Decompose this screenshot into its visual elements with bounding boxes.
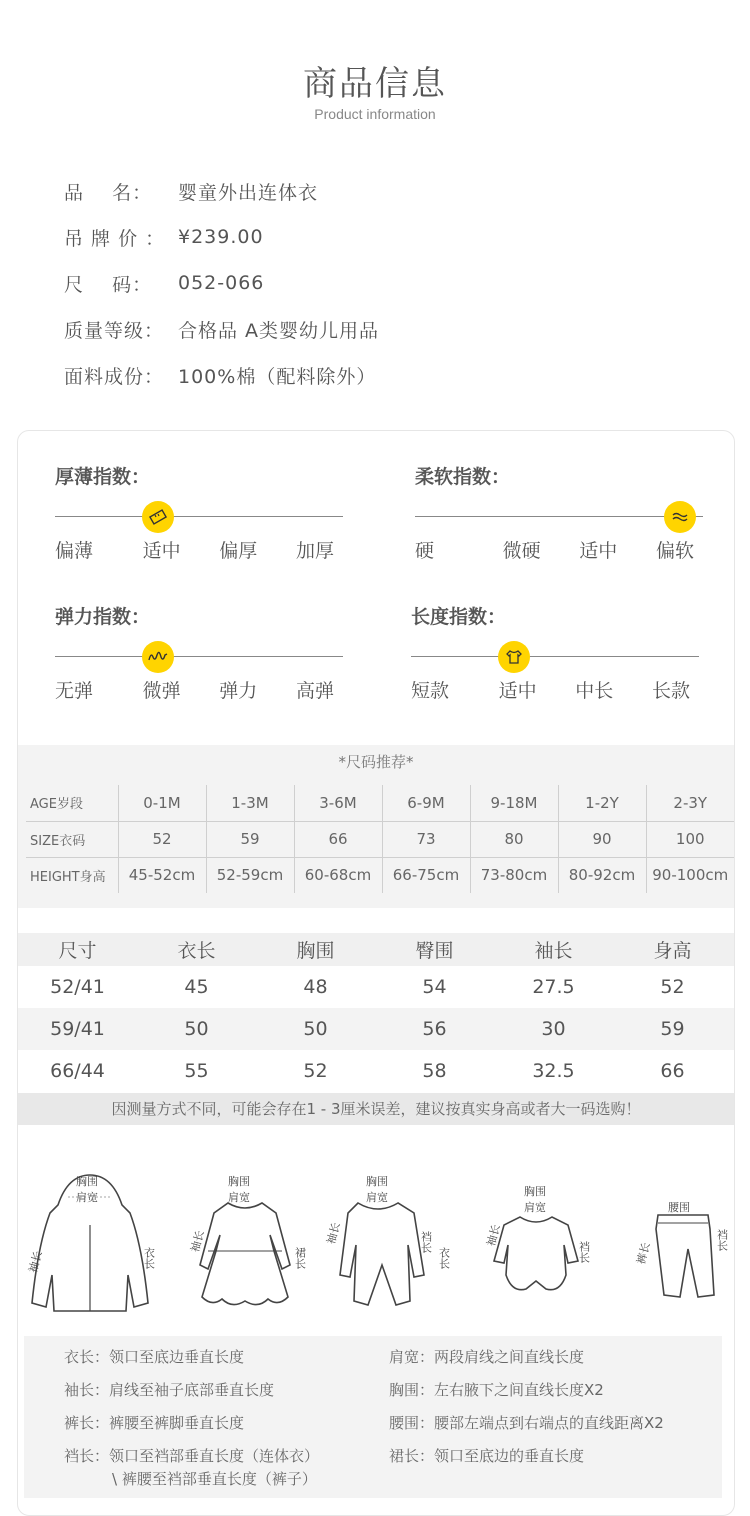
info-row-fabric [64,352,379,398]
jumpsuit-diagram [318,1165,458,1325]
table-cell: 30 [541,1018,566,1040]
index-scale-line [415,516,703,517]
index-option: 中长 [575,680,614,702]
index-title: 弹力指数： [55,606,151,628]
table-row [26,857,734,893]
elasticity-index [55,602,355,702]
skirt-label: 裙长 [293,1247,307,1269]
table-cell: 6-9M [382,785,470,821]
index-options [415,536,705,563]
table-row [18,1050,734,1092]
garment-diagrams [18,1165,734,1325]
length-index [411,602,711,702]
table-cell: 27.5 [532,976,575,998]
measurement-table [18,933,734,1125]
table-cell: 32.5 [532,1060,575,1082]
index-scale-line [55,516,343,517]
table-cell: 58 [422,1060,447,1082]
size-recommendation [18,745,734,908]
index-option: 微硬 [502,540,541,562]
table-cell: 54 [422,976,447,998]
table-cell: 52/41 [50,976,105,998]
header-cell: 尺寸 [58,940,97,962]
info-value: 婴童外出连体衣 [178,181,319,204]
table-cell: HEIGHT身高 [30,869,106,885]
table-cell: 59/41 [50,1018,105,1040]
table-cell: 56 [422,1018,447,1040]
table-cell: 73 [382,821,470,857]
table-cell: 80 [470,821,558,857]
info-value: 合格品 A类婴幼儿用品 [178,319,380,342]
thickness-index [55,462,355,562]
table-cell: AGE岁段 [26,785,118,821]
table-cell: 45-52cm [118,857,206,893]
index-option: 加厚 [295,540,334,562]
index-option: 微弹 [142,680,181,702]
index-option: 长款 [651,680,690,702]
softness-index [415,462,715,562]
table-cell: 66-75cm [382,857,470,893]
chest-label: 胸围 [366,1175,388,1188]
header-cell: 身高 [653,940,692,962]
index-option: 适中 [142,540,181,562]
index-title: 柔软指数： [415,466,511,488]
table-cell: 50 [303,1018,328,1040]
shoulder-label: 肩宽 [524,1201,546,1214]
page-subtitle: Product information [314,106,436,122]
crotch-label: 裆长 [419,1231,433,1253]
table-row [26,785,734,821]
table-cell: 55 [184,1060,209,1082]
index-option: 短款 [411,680,450,702]
info-label: 尺 码： [64,273,153,296]
table-cell: 66 [294,821,382,857]
table-cell: 2-3Y [646,785,734,821]
header-cell: 袖长 [534,940,573,962]
bodysuit-diagram [480,1165,600,1325]
dress-diagram [178,1165,313,1325]
chest-label: 胸围 [524,1185,546,1198]
body-length-label: 衣长 [142,1247,156,1269]
shoulder-label: 肩宽 [228,1191,250,1204]
index-options [55,536,345,563]
table-cell: 66 [660,1060,685,1082]
chest-label: 胸围 [76,1175,98,1188]
table-row [18,1008,734,1050]
table-cell: 9-18M [470,785,558,821]
info-label: 质量等级： [64,319,165,342]
sleeve-label: 袖长 [26,1249,45,1275]
definition-item: 肩宽：两段肩线之间直线长度 [389,1348,585,1366]
crotch-label: 裆长 [715,1229,729,1251]
definition-item: 衣长：领口至底边垂直长度 [64,1348,245,1366]
index-option: 偏薄 [55,540,94,562]
info-value: 052-066 [178,272,265,294]
index-options [411,676,701,703]
index-option: 偏软 [655,540,694,562]
shoulder-label: 肩宽 [76,1191,98,1204]
info-row-name [64,168,379,214]
index-title: 长度指数： [411,606,507,628]
table-cell: 52 [660,976,685,998]
index-option: 硬 [415,540,435,562]
table-cell: 59 [206,821,294,857]
table-cell: 0-1M [118,785,206,821]
table-cell: 80-92cm [558,857,646,893]
product-info [64,168,379,398]
table-cell: 1-2Y [558,785,646,821]
table-cell: 3-6M [294,785,382,821]
index-option: 适中 [498,680,537,702]
index-scale-line [411,656,699,657]
definition-item: 裤长：裤腰至裤脚垂直长度 [64,1414,245,1432]
wave-icon [664,501,696,533]
table-cell: 90-100cm [646,857,734,893]
definition-item: 裆长：领口至裆部垂直长度（连体衣） [64,1447,320,1465]
table-cell: 60-68cm [294,857,382,893]
ruler-icon [142,501,174,533]
shoulder-label: 肩宽 [366,1191,388,1204]
table-cell: 1-3M [206,785,294,821]
sleeve-label: 袖长 [484,1223,503,1248]
info-label: 品 名： [64,181,153,204]
table-cell: 52 [118,821,206,857]
header-cell: 胸围 [296,940,335,962]
table-cell: 48 [303,976,328,998]
size-recommendation-title: *尺码推荐* [338,753,414,771]
info-row-size [64,260,379,306]
table-cell: 66/44 [50,1060,105,1082]
table-cell: 52 [303,1060,328,1082]
size-recommendation-table [26,785,734,893]
body-length-label: 衣长 [437,1247,451,1269]
header-cell: 衣长 [177,940,216,962]
info-value: 100%棉（配料除外） [178,365,377,388]
table-cell: 59 [660,1018,685,1040]
table-cell: 45 [184,976,209,998]
pants-length-label: 裤长 [634,1241,653,1266]
info-label: 吊 牌 价 ： [64,227,166,250]
waist-label: 腰围 [668,1201,690,1214]
shirt-icon [498,641,530,673]
definition-item: 腰围：腰部左端点到右端点的直线距离X2 [389,1414,664,1432]
spring-icon [142,641,174,673]
page-title: 商品信息 [303,64,447,104]
definition-item: 胸围：左右腋下之间直线长度X2 [389,1381,604,1399]
crotch-label: 裆长 [577,1241,591,1263]
index-option: 无弹 [55,680,94,702]
table-cell: 73-80cm [470,857,558,893]
table-header [18,933,734,966]
table-cell: 52-59cm [206,857,294,893]
table-cell: 50 [184,1018,209,1040]
index-options [55,676,345,703]
table-cell: SIZE衣码 [26,821,118,857]
table-row [26,821,734,857]
table-row [18,966,734,1008]
pants-diagram [618,1165,734,1325]
definition-item: \ 裤腰至裆部垂直长度（裤子） [112,1470,317,1488]
info-label: 面料成份： [64,365,165,388]
definition-item: 裙长：领口至底边的垂直长度 [389,1447,585,1465]
measurement-definitions [24,1336,722,1498]
index-option: 适中 [579,540,618,562]
sleeve-label: 袖长 [324,1221,343,1246]
info-value: ¥239.00 [178,226,264,248]
index-option: 偏厚 [219,540,258,562]
info-row-price [64,214,379,260]
definition-item: 袖长：肩线至袖子底部垂直长度 [64,1381,275,1399]
info-row-quality [64,306,379,352]
index-option: 高弹 [295,680,334,702]
sleeve-label: 袖长 [188,1229,207,1254]
measurement-note: 因测量方式不同，可能会存在1 - 3厘米误差，建议按真实身高或者大一码选购！ [18,1093,734,1125]
index-option: 弹力 [219,680,258,702]
chest-label: 胸围 [228,1175,250,1188]
hooded-jacket-diagram [18,1165,163,1325]
index-title: 厚薄指数： [55,466,151,488]
table-cell: 90 [558,821,646,857]
index-scale-line [55,656,343,657]
header-cell: 臀围 [415,940,454,962]
table-cell: 100 [646,821,734,857]
